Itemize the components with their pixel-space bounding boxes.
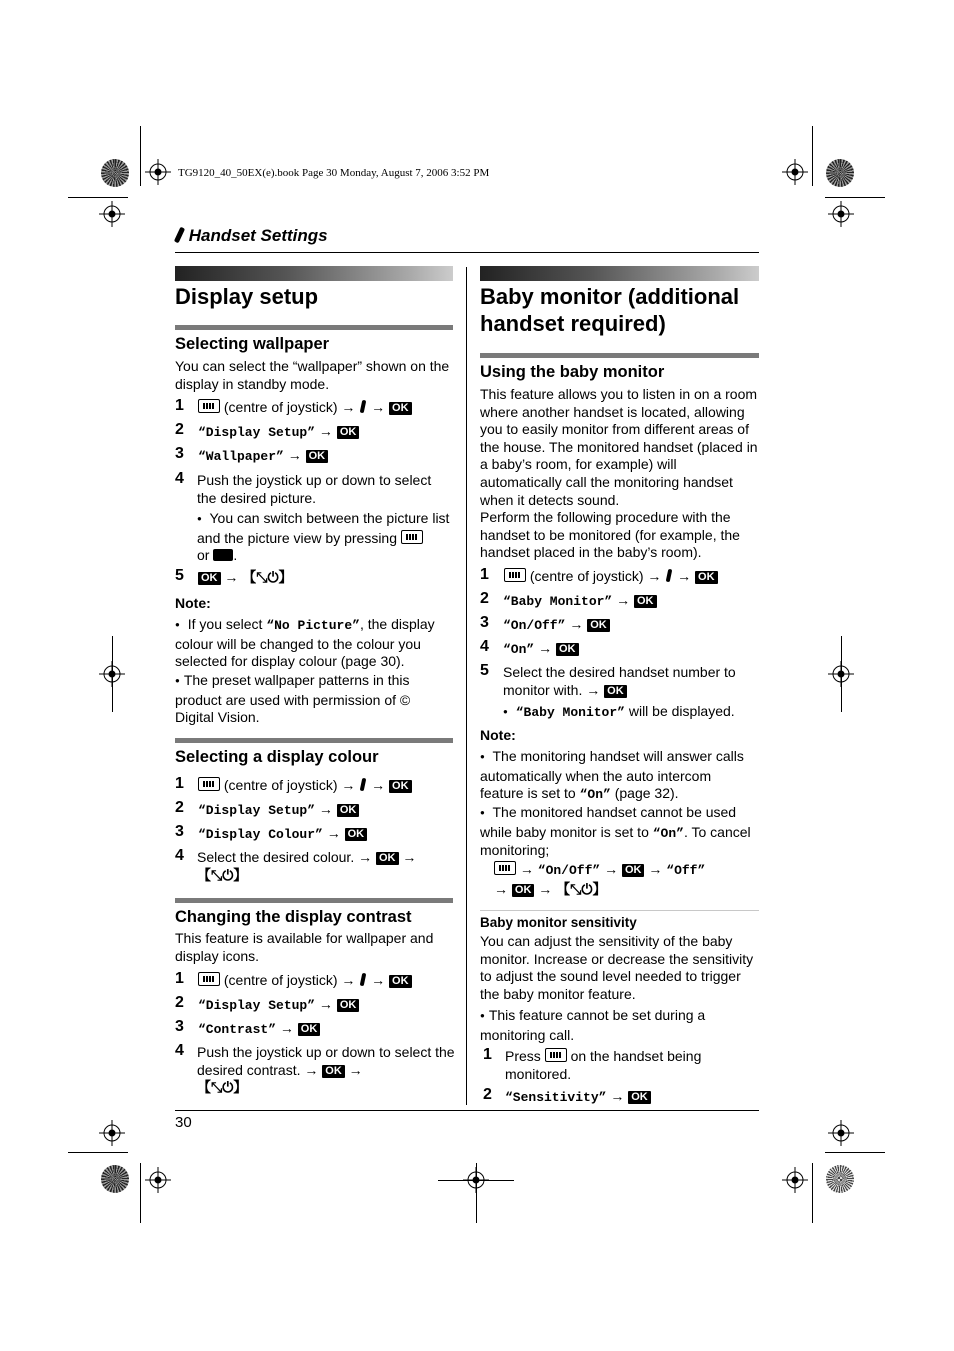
ok-key-icon: OK — [628, 1091, 651, 1104]
contrast-heading: Changing the display contrast — [175, 908, 412, 926]
contrast-step-2: “Display Setup” → OK — [198, 996, 359, 1015]
wallpaper-note-1: ● If you select “No Picture”, the display colour will be changed to the colour you selected for display colour (page 30). — [175, 616, 455, 671]
step-number: 1 — [175, 775, 184, 792]
sensitivity-intro: You can adjust the sensitivity of the baby monitor. Increase or decrease the sensitivity to adjust the sound level needed to trigger the baby monitor feature. — [480, 933, 754, 1002]
using-step-3: “On/Off” → OK — [503, 616, 610, 635]
crop-mark — [476, 1163, 477, 1223]
menu-key-icon — [198, 399, 220, 413]
crop-mark — [825, 1152, 885, 1153]
subsection-rule — [175, 738, 453, 743]
step-number: 1 — [175, 397, 184, 414]
color-wheel-icon — [826, 1165, 854, 1193]
picture-key-icon — [213, 549, 233, 561]
ok-key-icon: OK — [622, 864, 645, 877]
step-number: 1 — [480, 566, 489, 583]
registration-mark-icon — [145, 159, 171, 185]
color-wheel-icon — [826, 159, 854, 187]
color-wheel-icon — [101, 159, 129, 187]
title-bar — [175, 266, 453, 281]
using-step-2: “Baby Monitor” → OK — [503, 592, 657, 611]
registration-mark-icon — [782, 159, 808, 185]
sensitivity-heading: Baby monitor sensitivity — [480, 915, 637, 930]
ok-key-icon: OK — [556, 643, 579, 656]
ok-key-icon: OK — [345, 828, 368, 841]
off-key-icon: 【⤡⏻】 — [197, 866, 248, 883]
section-header-label: Handset Settings — [188, 226, 328, 245]
footer-rule — [175, 1110, 759, 1111]
crop-mark — [140, 1163, 141, 1223]
ok-key-icon: OK — [512, 884, 535, 897]
ok-key-icon: OK — [298, 1023, 321, 1036]
registration-mark-icon — [99, 661, 125, 687]
crop-mark — [812, 126, 813, 186]
registration-mark-icon — [782, 1167, 808, 1193]
wallpaper-step-1: (centre of joystick) → → OK — [198, 399, 458, 417]
menu-key-icon — [494, 861, 516, 875]
colour-step-4: Select the desired colour. → OK → 【⤡⏻】 — [197, 849, 417, 883]
using-note-1: ● The monitoring handset will answer calls automatically when the auto intercom feature is set to “On” (page 32). — [480, 748, 756, 804]
ok-key-icon: OK — [389, 780, 412, 793]
subsection-rule — [175, 898, 453, 903]
step-number: 5 — [480, 662, 489, 679]
subsection-rule — [175, 325, 453, 330]
ok-key-icon: OK — [389, 402, 412, 415]
contrast-step-1: (centre of joystick) → → OK — [198, 972, 458, 990]
using-note-2: ● The monitored handset cannot be used while baby monitor is set to “On”. To cancel monitoring; — [480, 804, 756, 860]
crop-mark — [438, 1180, 514, 1181]
step-number: 5 — [175, 567, 184, 584]
ok-key-icon: OK — [306, 450, 329, 463]
wallpaper-step-3: “Wallpaper” → OK — [198, 447, 328, 466]
using-step-5-bullet: ● “Baby Monitor” will be displayed. — [503, 703, 759, 723]
book-meta: TG9120_40_50EX(e).book Page 30 Monday, August 7, 2006 3:52 PM — [178, 167, 490, 179]
registration-mark-icon — [99, 201, 125, 227]
page-number: 30 — [175, 1114, 192, 1131]
wallpaper-intro: You can select the “wallpaper” shown on the display in standby mode. — [175, 358, 450, 392]
contrast-step-4: Push the joystick up or down to select the desired contrast. → OK → 【⤡⏻】 — [197, 1044, 455, 1096]
registration-mark-icon — [828, 201, 854, 227]
step-number: 3 — [175, 823, 184, 840]
wallpaper-step-2: “Display Setup” → OK — [198, 423, 359, 442]
step-number: 2 — [480, 590, 489, 607]
handset-icon — [666, 569, 673, 583]
menu-key-icon — [545, 1048, 567, 1062]
off-key-icon: 【⤡⏻】 — [197, 1079, 248, 1096]
header-rule — [175, 252, 759, 253]
crop-mark — [812, 1163, 813, 1223]
title-bar — [480, 266, 759, 281]
step-number: 2 — [175, 799, 184, 816]
crop-mark — [140, 126, 141, 186]
step-number: 4 — [480, 638, 489, 655]
menu-key-icon — [198, 777, 220, 791]
wallpaper-step-4: Push the joystick up or down to select the desired picture. — [197, 472, 432, 506]
ok-key-icon: OK — [337, 426, 360, 439]
step-number: 2 — [175, 994, 184, 1011]
off-key-icon: 【⤡⏻】 — [556, 881, 607, 897]
step-number: 4 — [175, 847, 184, 864]
handset-icon — [174, 227, 185, 244]
baby-monitor-title: Baby monitor (additional handset required) — [480, 284, 740, 336]
ok-key-icon: OK — [634, 595, 657, 608]
step-number: 1 — [175, 970, 184, 987]
registration-mark-icon — [145, 1167, 171, 1193]
crop-mark — [68, 1152, 128, 1153]
column-divider — [466, 267, 467, 1105]
ok-key-icon: OK — [587, 619, 610, 632]
menu-key-icon — [401, 530, 423, 544]
sensitivity-bullet: ● This feature cannot be set during a monitoring call. — [480, 1007, 750, 1044]
wallpaper-heading: Selecting wallpaper — [175, 335, 330, 353]
wallpaper-note-2: ● The preset wallpaper patterns in this product are used with permission of © Digital Vision. — [175, 672, 445, 727]
ok-key-icon: OK — [322, 1065, 345, 1078]
registration-mark-icon — [828, 661, 854, 687]
sensitivity-step-2: “Sensitivity” → OK — [505, 1088, 651, 1107]
using-step-5: Select the desired handset number to monitor with. → OK — [503, 664, 736, 698]
step-number: 4 — [175, 1042, 184, 1059]
ok-key-icon: OK — [376, 852, 399, 865]
ok-key-icon: OK — [604, 685, 627, 698]
step-number: 4 — [175, 470, 184, 487]
contrast-step-3: “Contrast” → OK — [198, 1020, 320, 1039]
crop-mark — [825, 197, 885, 198]
subsection-rule — [480, 353, 759, 358]
page-title: Display setup — [175, 284, 319, 309]
step-number: 3 — [480, 614, 489, 631]
ok-key-icon: OK — [337, 999, 360, 1012]
wallpaper-step-4-bullet: ● You can switch between the picture list and the picture view by pressing or . — [197, 510, 455, 565]
handset-icon — [360, 778, 367, 792]
handset-icon — [360, 973, 367, 987]
wallpaper-step-5: OK → 【⤡⏻】 — [198, 569, 293, 587]
handset-icon — [360, 400, 367, 414]
using-paragraph-1: This feature allows you to listen in on a room where another handset is located, allowing you to easily monitor from different areas of the house. The monitored handset (placed in a baby’s room, for example) will automatically call the monitoring handset when it detects sound. — [480, 386, 758, 508]
colour-step-2: “Display Setup” → OK — [198, 801, 359, 820]
using-paragraph-2: Perform the following procedure with the handset to be monitored (for example, the handset placed in the baby’s room). — [480, 509, 740, 561]
sensitivity-step-1: Press on the handset being monitored. — [505, 1048, 702, 1082]
step-number: 2 — [483, 1086, 492, 1103]
menu-key-icon — [504, 568, 526, 582]
menu-key-icon — [198, 972, 220, 986]
ok-key-icon: OK — [389, 975, 412, 988]
registration-mark-icon — [828, 1120, 854, 1146]
step-number: 3 — [175, 445, 184, 462]
crop-mark — [68, 197, 128, 198]
section-header — [175, 226, 328, 246]
using-step-4: “On” → OK — [503, 640, 579, 659]
cancel-sequence: → “On/Off” → OK → “Off” → OK → 【⤡⏻】 — [494, 861, 706, 897]
using-step-1: (centre of joystick) → → OK — [504, 568, 762, 586]
colour-heading: Selecting a display colour — [175, 748, 379, 766]
off-key-icon: 【⤡⏻】 — [242, 569, 293, 585]
ok-key-icon: OK — [695, 571, 718, 584]
ok-key-icon: OK — [198, 572, 221, 585]
step-number: 2 — [175, 421, 184, 438]
colour-step-3: “Display Colour” → OK — [198, 825, 367, 844]
color-wheel-icon — [101, 1165, 129, 1193]
note-label: Note: — [480, 727, 516, 743]
step-number: 1 — [483, 1046, 492, 1063]
subsection-rule — [480, 910, 759, 911]
step-number: 3 — [175, 1018, 184, 1035]
registration-mark-icon — [99, 1120, 125, 1146]
colour-step-1: (centre of joystick) → → OK — [198, 777, 458, 795]
contrast-intro: This feature is available for wallpaper and display icons. — [175, 930, 434, 964]
note-label: Note: — [175, 595, 211, 611]
ok-key-icon: OK — [337, 804, 360, 817]
using-heading: Using the baby monitor — [480, 363, 665, 381]
